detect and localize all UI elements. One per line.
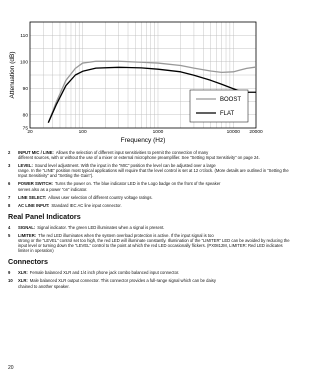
rear-panel-heading: Real Panel Indicators (8, 211, 81, 221)
control-item (8, 163, 290, 178)
item-label: LEVEL: (18, 163, 33, 169)
item-label: SIGNAL: (18, 224, 36, 230)
x-tick-label: 100 (78, 130, 87, 135)
page-number: 20 (8, 365, 14, 371)
item-label: XLR: (18, 270, 28, 276)
document-body (8, 150, 290, 292)
y-tick-label: 110 (20, 33, 28, 39)
y-tick-label: 80 (22, 113, 28, 119)
x-tick-label: 1000 (152, 130, 164, 135)
item-continuation: strong or the “LEVEL” control set too high, the red LED will illuminate constantly. Illumination of the “LIMITER” LED can be avoided by reducing the input level or turning down the “LEVEL” control to the point at which the red LED occasionally flickers. (PX0812M, LIMITER: Red LED indicates limiter in operation) (18, 238, 290, 254)
indicator-item (8, 233, 290, 253)
connector-list (8, 270, 290, 288)
connector-item (8, 270, 290, 275)
item-label: LINE SELECT: (18, 194, 47, 200)
item-number: 6 (8, 181, 11, 187)
item-continuation: range. In the “LINE” position most typical applications will require that the level control is set at 12 o’clock. (More details are outlined in “Setting the Input Sensitivity” and “Setting the Gain”). (18, 168, 289, 179)
item-label: INPUT MIC / LINE: (18, 150, 54, 155)
item-text: Male balanced XLR output connector. This connector provides a full-range signal which can be daisy (29, 278, 216, 284)
item-text: Signal indicator. The green LED illuminates when a signal is present. (37, 224, 165, 230)
x-axis-label: Frequency (Hz) (120, 137, 166, 144)
legend-label-boost: BOOST (220, 97, 242, 103)
item-number: 8 (8, 202, 11, 208)
y-tick-label: 90 (22, 86, 28, 92)
item-number: 7 (8, 194, 11, 200)
item-text: Allows user selection of different country voltage ratings. (48, 194, 153, 200)
x-tick-label: 10000 (226, 130, 240, 135)
legend (190, 90, 248, 122)
item-label: AC LINE INPUT: (18, 202, 50, 208)
item-text: Sound level adjustment. With the input in the “MIC” position the level can be adjusted over a large (34, 163, 216, 169)
legend-box (190, 90, 248, 122)
item-number: 4 (8, 224, 11, 230)
control-item-head (8, 195, 290, 200)
item-continuation: chained to another speaker. (18, 283, 70, 289)
item-label: XLR: (18, 278, 28, 284)
control-list (8, 150, 290, 208)
control-item (8, 181, 290, 191)
item-text: Standard IEC AC line input connector. (51, 202, 122, 208)
control-item (8, 150, 290, 160)
item-label: LIMITER: (18, 232, 37, 238)
item-number: 2 (8, 150, 11, 155)
indicator-item-head (8, 225, 290, 230)
item-text: Turns the power on. The blue indicator LED in the Logo badge on the front of the speaker (54, 181, 221, 187)
y-tick-label: 75 (22, 126, 28, 132)
item-continuation: different sources, with or without the use of a mixer or external microphone preamplifier. See “Setting Input Sensitivity” on page 24. (18, 155, 260, 161)
item-number: 9 (8, 270, 11, 276)
item-label: POWER SWITCH: (18, 181, 53, 187)
y-tick-label: 100 (19, 60, 28, 66)
control-item-head (8, 203, 290, 208)
connector-item (8, 278, 290, 288)
frequency-response-chart (0, 0, 300, 150)
item-text: Female balanced XLR and 1/4 inch phone jack combo balanced input connector. (29, 270, 180, 276)
y-axis-label: Attenuation (dB) (9, 51, 16, 99)
item-number: 10 (8, 278, 13, 284)
indicator-item (8, 225, 290, 230)
item-text: Allows the selection of different input sensitivities to permit the connection of many (55, 150, 209, 155)
item-number: 5 (8, 232, 11, 238)
control-item (8, 195, 290, 200)
item-text: The red LED illuminates when the system overload protection is active. If the input signal is too (38, 232, 214, 238)
x-tick-label: 20 (27, 130, 33, 135)
connector-item-head (8, 270, 290, 275)
item-number: 3 (8, 163, 11, 169)
indicator-list (8, 225, 290, 253)
x-tick-label: 20000 (249, 130, 263, 135)
control-item (8, 203, 290, 208)
connectors-heading: Connectors (8, 257, 48, 267)
legend-label-flat: FLAT (220, 111, 235, 117)
item-continuation: serves also as a power “on” indicator. (18, 186, 88, 192)
